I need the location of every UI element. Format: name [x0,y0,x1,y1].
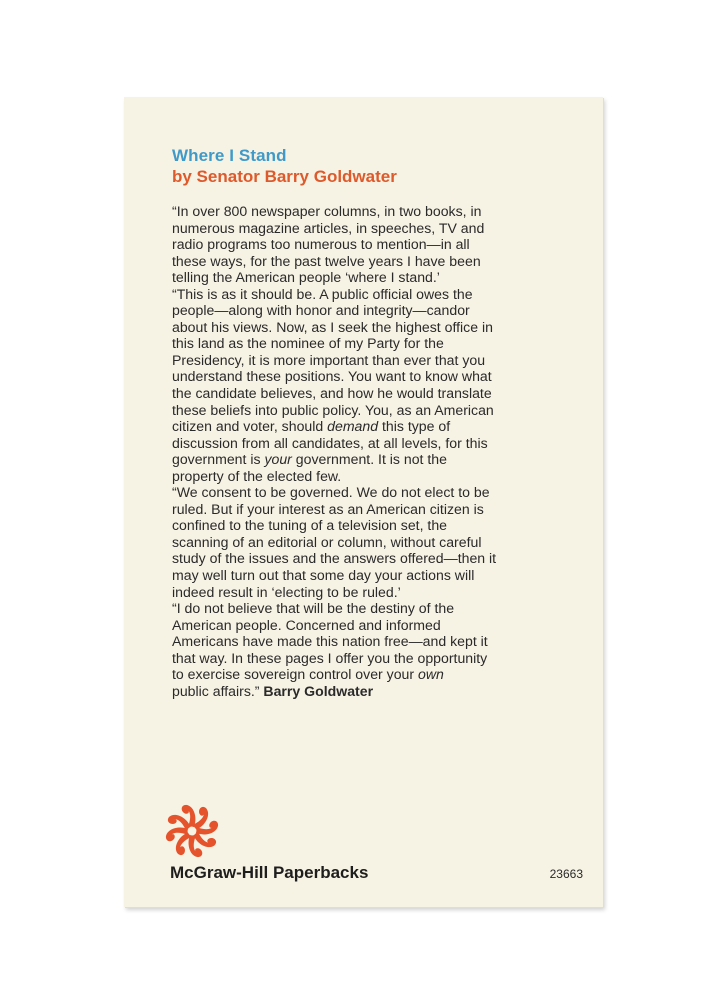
catalog-number: 23663 [549,867,583,881]
blurb-line: property of the elected few. [172,467,342,484]
blurb-line: the candidate believes, and how he would translate [172,385,492,402]
blurb-line: these beliefs into public policy. You, as an American [172,401,494,418]
blurb-line: these ways, for the past twelve years I have been [172,252,481,269]
blurb-text [172,203,603,699]
blurb-line: indeed result in ‘electing to be ruled.’ [172,583,401,600]
blurb-closing-text: public affairs.” [172,682,260,699]
signature: Barry Goldwater [263,682,374,699]
blurb-line: confined to the tuning of a television set, the [172,517,448,534]
blurb-line: telling the American people ‘where I stand.’ [172,269,440,286]
blurb-line: that way. In these pages I offer you the opportunity [172,649,488,666]
blurb-line: government is your government. It is not the [172,451,447,468]
book-back-cover [124,97,603,907]
blurb-line: “In over 800 newspaper columns, in two books, in [172,203,482,219]
blurb-line: numerous magazine articles, in speeches, TV and [172,219,485,236]
blurb-line: Americans have made this nation free—and kept it [172,633,488,650]
blurb-line: people—along with honor and integrity—candor [172,302,470,319]
blurb-line: scanning of an editorial or column, without careful [172,533,482,550]
publisher-name: McGraw-Hill Paperbacks [170,863,369,882]
blurb-line: to exercise sovereign control over your own [172,666,444,683]
blurb-line: “We consent to be governed. We do not elect to be [172,484,490,501]
blurb-line: this land as the nominee of my Party for the [172,335,444,352]
blurb-line: “I do not believe that will be the destiny of the [172,600,455,617]
blurb-line: may well turn out that some day your actions will [172,567,475,584]
blurb-line: American people. Concerned and informed [172,616,441,633]
blurb-line: radio programs too numerous to mention—in all [172,236,470,253]
blurb-line: citizen and voter, should demand this type of [172,418,451,435]
blurb-line: study of the issues and the answers offered—then it [172,550,497,567]
blurb-line: discussion from all candidates, at all levels, for this [172,434,488,451]
blurb-line: about his views. Now, as I seek the highest office in [172,318,493,335]
blurb-last-line [172,683,603,700]
book-author: by Senator Barry Goldwater [172,167,397,186]
blurb-line: understand these positions. You want to know what [172,368,492,385]
book-title: Where I Stand [172,146,287,165]
blurb-line: Presidency, it is more important than ever that you [172,351,486,368]
blurb-line: “This is as it should be. A public official owes the [172,285,473,302]
blurb-line: ruled. But if your interest as an American citizen is [172,500,484,517]
publisher-flower-logo-icon [163,802,221,860]
